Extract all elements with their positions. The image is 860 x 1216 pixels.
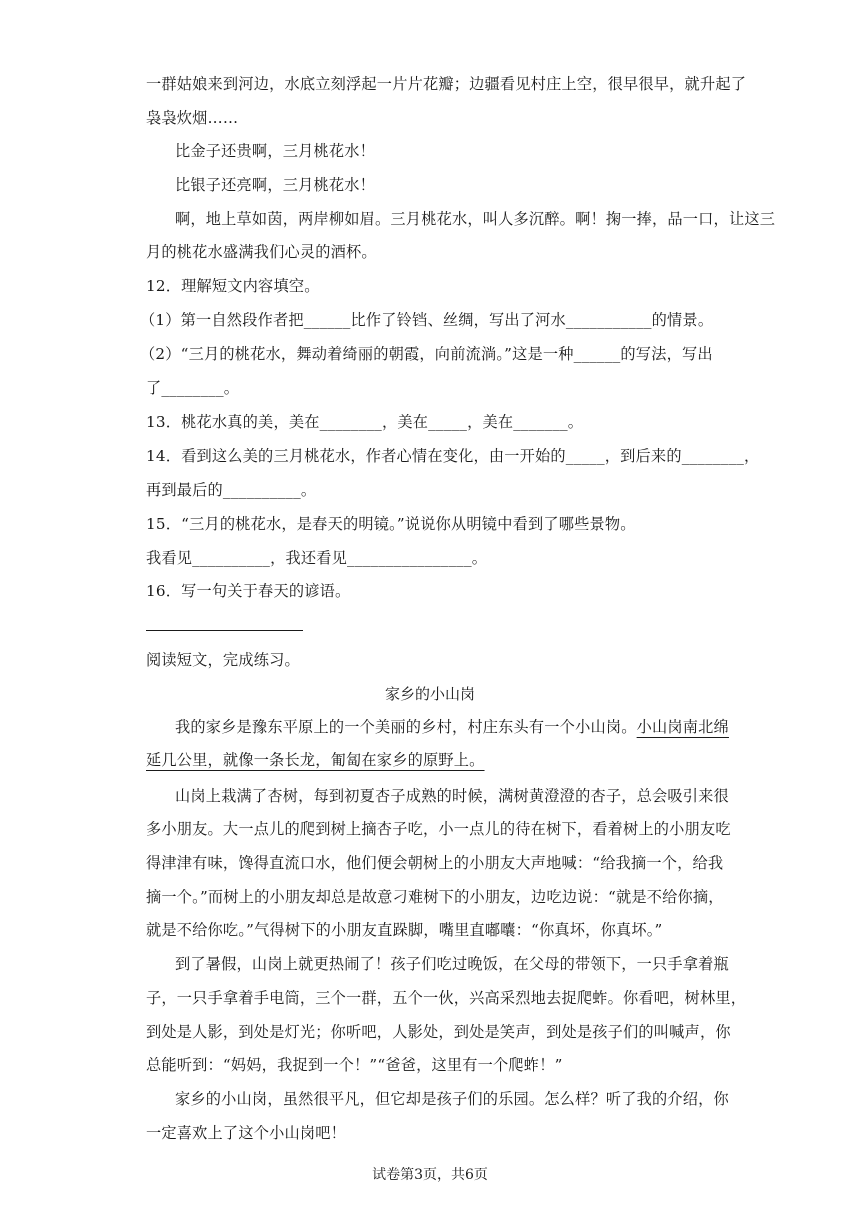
passage1-line: 袅袅炊烟……	[146, 109, 239, 127]
passage2-line: 到了暑假，山岗上就更热闹了！孩子们吃过晚饭，在父母的带领下，一只手拿着瓶	[175, 955, 729, 973]
passage2-line: 摘一个。”而树上的小朋友却总是故意刁难树下的小朋友，边吃边说：“就是不给你摘，	[146, 888, 724, 906]
passage2-line: 多小朋友。大一点儿的爬到树上摘杏子吃，小一点儿的待在树下，看着树上的小朋友吃	[146, 820, 731, 838]
underlined-sentence: 小山岗南北绵	[636, 718, 729, 736]
question-15: 15．“三月的桃花水，是春天的明镜。”说说你从明镜中看到了哪些景物。	[146, 515, 636, 533]
question-12-2-cont: 了________。	[146, 379, 240, 397]
passage2-line	[146, 749, 485, 771]
passage1-line: 比金子还贵啊，三月桃花水！	[175, 142, 376, 160]
question-12-1: （1）第一自然段作者把______比作了铃铛、丝绸，写出了河水___________的情景。	[140, 311, 714, 329]
passage2-line: 一定喜欢上了这个小山岗吧！	[146, 1124, 347, 1142]
page-footer: 试卷第3页，共6页	[372, 1167, 488, 1183]
passage-title: 家乡的小山岗	[384, 685, 475, 703]
question-15-answer: 我看见__________，我还看见________________。	[146, 549, 488, 567]
reading-instruction: 阅读短文，完成练习。	[146, 651, 300, 669]
passage2-line: 到处是人影，到处是灯光；你听吧，人影处，到处是笑声，到处是孩子们的叫喊声，你	[146, 1023, 731, 1041]
passage2-line: 总能听到：“妈妈，我捉到一个！”“爸爸，这里有一个爬蚱！”	[146, 1056, 563, 1074]
passage2-line: 山岗上栽满了杏树，每到初夏杏子成熟的时候，满树黄澄澄的杏子，总会吸引来很	[175, 787, 729, 805]
question-16: 16．写一句关于春天的谚语。	[146, 582, 351, 600]
passage1-line: 月的桃花水盛满我们心灵的酒杯。	[146, 243, 377, 261]
passage1-line: 一群姑娘来到河边，水底立刻浮起一片片花瓣；边疆看见村庄上空，很早很早，就升起了	[146, 75, 747, 93]
passage2-line	[175, 716, 729, 738]
answer-line	[146, 630, 303, 631]
question-13: 13．桃花水真的美，美在________，美在_____，美在_______。	[146, 413, 584, 431]
passage2-line: 子，一只手拿着手电筒，三个一群，五个一伙，兴高采烈地去捉爬蚱。你看吧，树林里，	[146, 989, 747, 1007]
question-12: 12．理解短文内容填空。	[146, 277, 320, 295]
passage2-line: 家乡的小山岗，虽然很平凡，但它却是孩子们的乐园。怎么样？听了我的介绍，你	[175, 1090, 729, 1108]
passage2-line: 就是不给你吃。”气得树下的小朋友直跺脚，嘴里直嘟囔：“你真坏，你真坏。”	[146, 921, 663, 939]
underlined-sentence: 延几公里，就像一条长龙，匍匐在家乡的原野上。	[146, 751, 485, 769]
passage1-line: 比银子还亮啊，三月桃花水！	[175, 176, 376, 194]
question-14-cont: 再到最后的__________。	[146, 481, 317, 499]
question-14: 14．看到这么美的三月桃花水，作者心情在变化，由一开始的_____，到后来的________，	[146, 447, 760, 465]
question-12-2: （2）“三月的桃花水，舞动着绮丽的朝霞，向前流淌。”这是一种______的写法，写出	[140, 345, 713, 363]
passage2-line: 得津津有味，馋得直流口水，他们便会朝树上的小朋友大声地喊：“给我摘一个，给我	[146, 854, 724, 872]
passage2-text: 我的家乡是豫东平原上的一个美丽的乡村，村庄东头有一个小山岗。	[175, 718, 637, 736]
passage1-line: 啊，地上草如茵，两岸柳如眉。三月桃花水，叫人多沉醉。啊！掬一捧，品一口，让这三	[175, 210, 776, 228]
